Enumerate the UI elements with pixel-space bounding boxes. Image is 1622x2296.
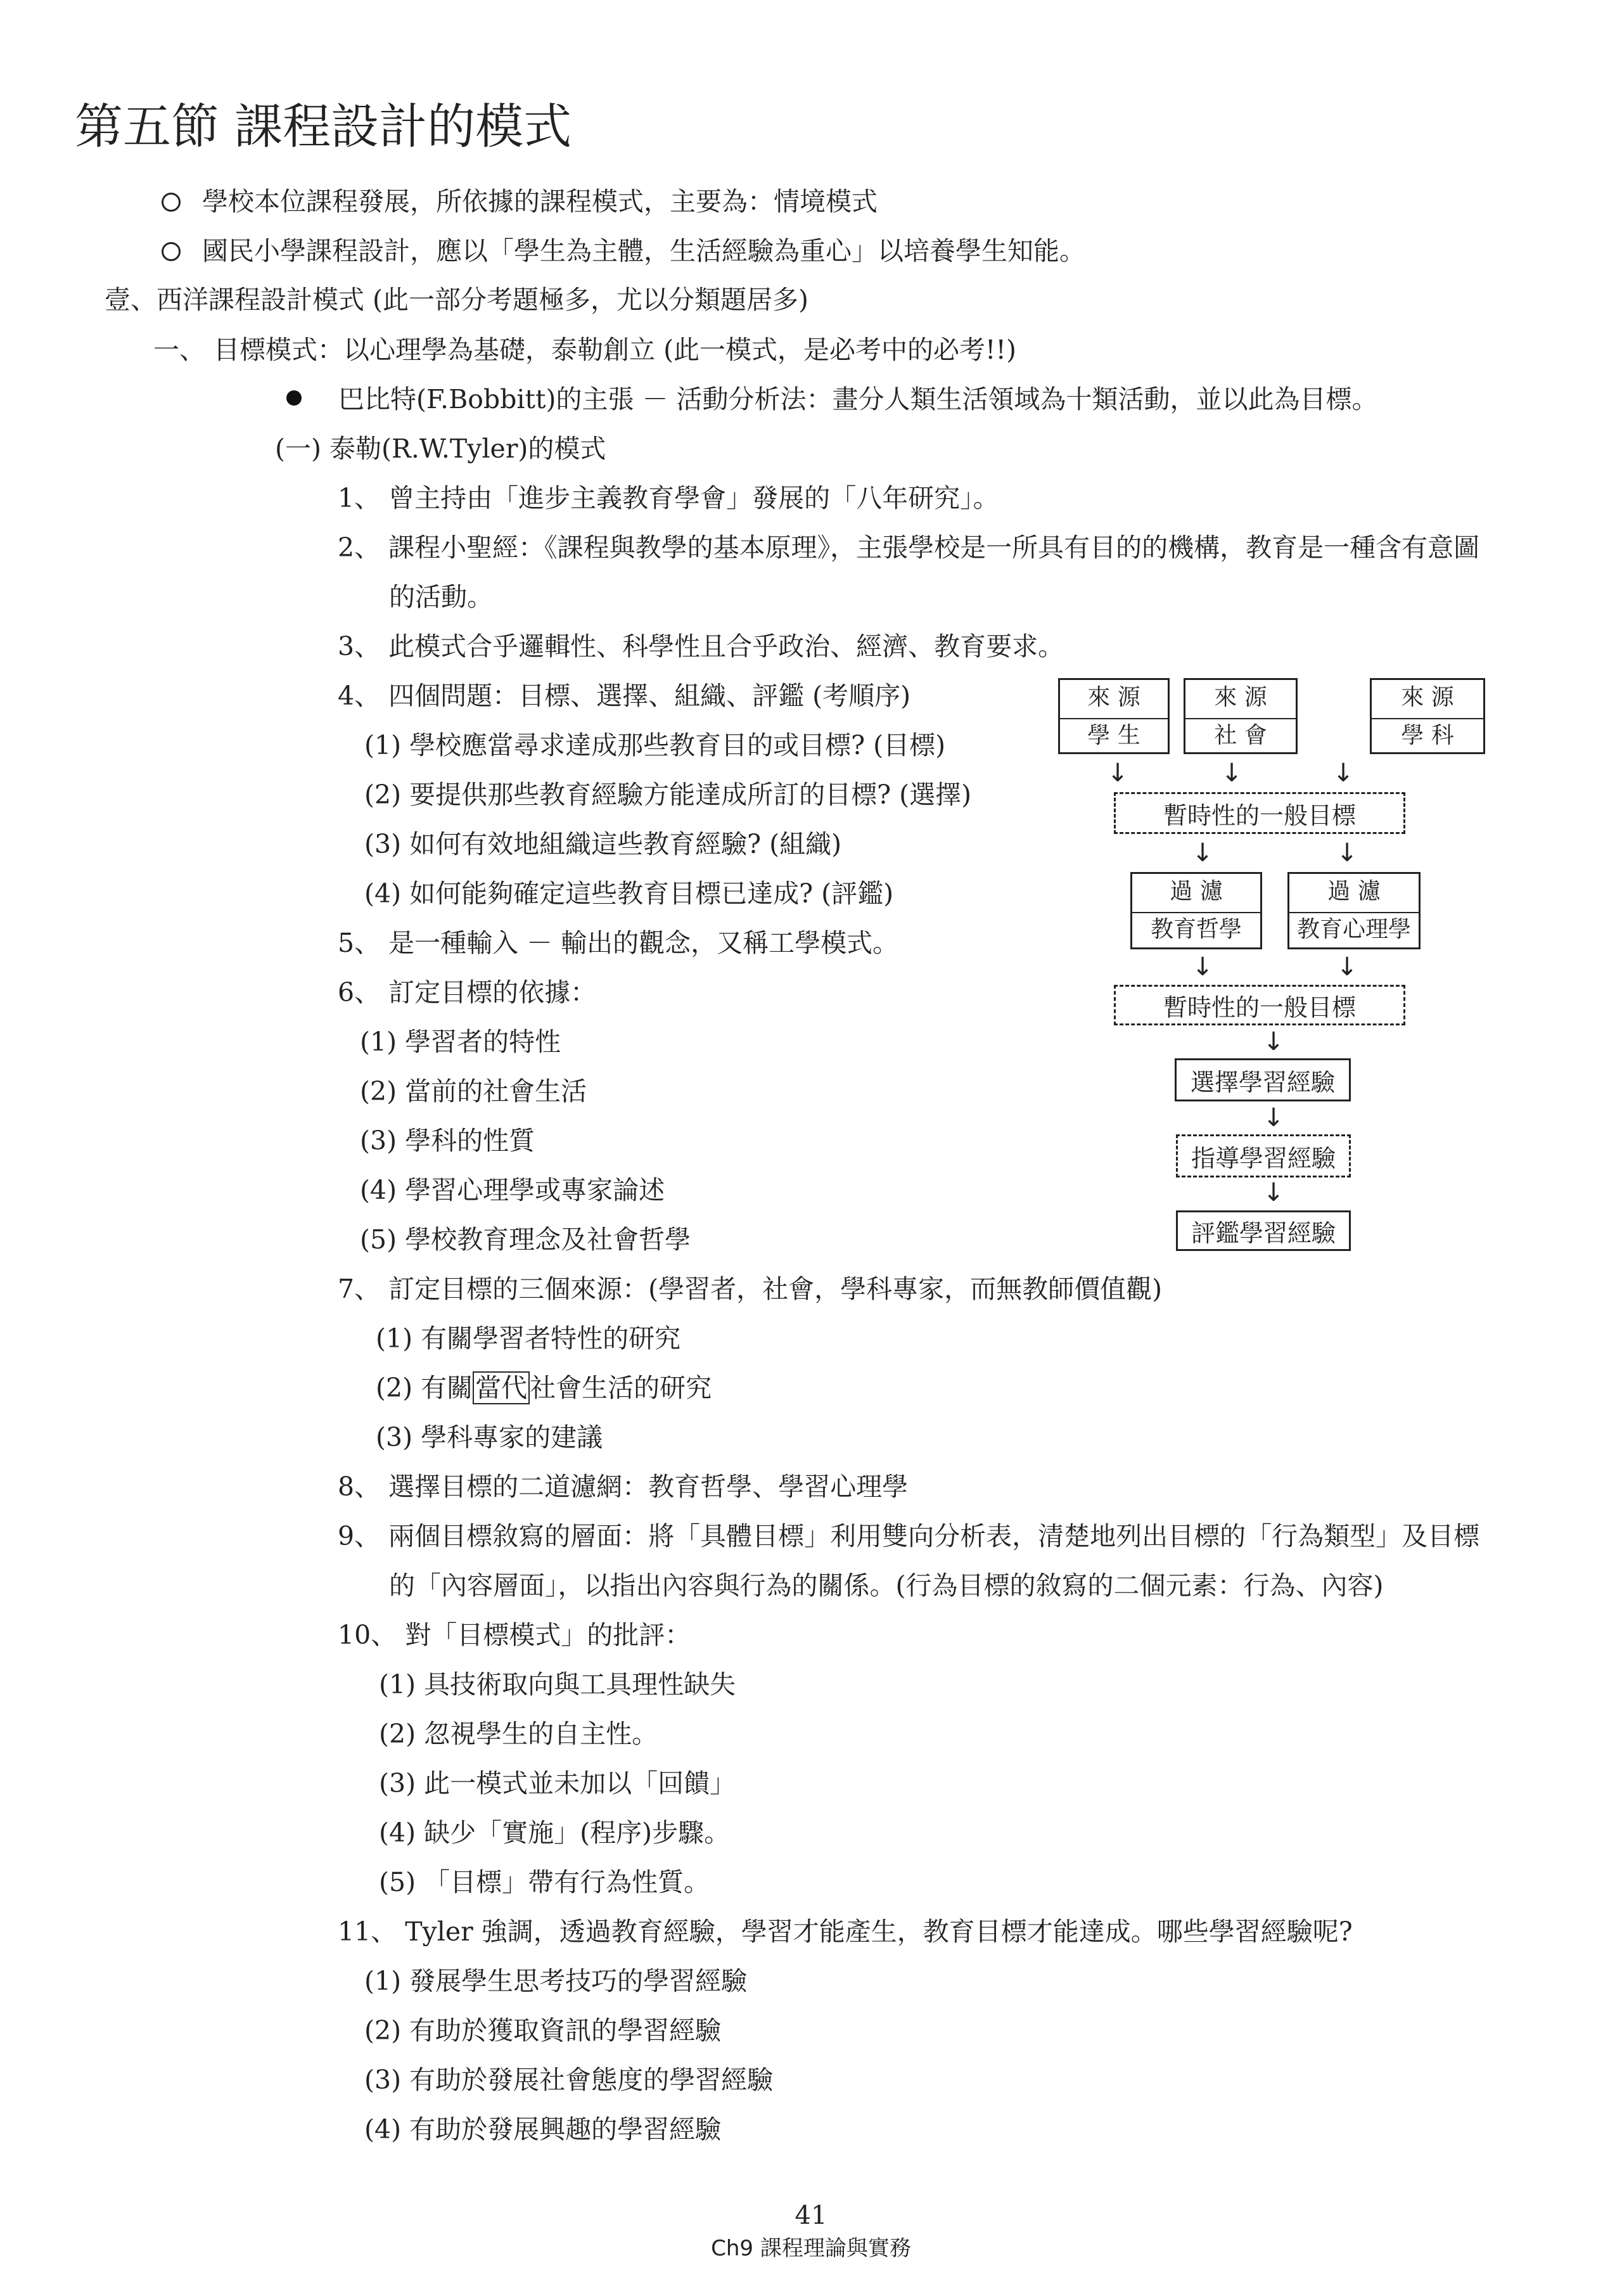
item-4-4: (4) 如何能夠確定這些教育目標已達成? (評鑑)	[364, 878, 894, 909]
item-7: 7、 訂定目標的三個來源：(學習者，社會，學科專家，而無教師價值觀)	[338, 1274, 1163, 1304]
item-10-2: (2) 忽視學生的自主性。	[379, 1719, 658, 1749]
dot-bullet-icon	[286, 390, 302, 406]
item-4-3: (3) 如何有效地組織這些教育經驗? (組織)	[364, 829, 842, 859]
item-6-1: (1) 學習者的特性	[360, 1027, 561, 1057]
chapter-footer: Ch9 課程理論與實務	[711, 2236, 911, 2261]
item-3: 3、 此模式合乎邏輯性、科學性且合乎政治、經濟、教育要求。	[338, 631, 1064, 662]
item-2-cont: 的活動。	[389, 582, 493, 612]
item-4-1: (1) 學校應當尋求達成那些教育目的或目標? (目標)	[364, 730, 946, 760]
item-10: 10、 對「目標模式」的批評：	[338, 1620, 691, 1650]
source-box-student: 來 源 學 生	[1058, 678, 1170, 754]
item-11-4: (4) 有助於發展興趣的學習經驗	[364, 2114, 722, 2145]
boxed-term: 當代	[473, 1371, 530, 1404]
item-10-4: (4) 缺少「實施」(程序)步驟。	[379, 1818, 731, 1848]
item-8: 8、 選擇目標的二道濾網：教育哲學、學習心理學	[338, 1472, 909, 1502]
down-arrow-icon: ↓	[1107, 759, 1128, 788]
bobbitt-bullet: 巴比特(F.Bobbitt)的主張 － 活動分析法：畫分人類生活領域為十類活動，並以此為目標。	[286, 383, 1378, 416]
circle-bullet-icon	[162, 193, 181, 212]
item-11: 11、 Tyler 強調，透過教育經驗，學習才能產生，教育目標才能達成。哪些學習經驗呢?	[338, 1916, 1353, 1947]
item-6-4: (4) 學習心理學或專家論述	[360, 1175, 665, 1205]
filter-box-psychology: 過 濾 教育心理學	[1287, 872, 1421, 949]
intro-bullet-2: 國民小學課程設計，應以「學生為主體，生活經驗為重心」以培養學生知能。	[162, 234, 1085, 267]
item-10-5: (5) 「目標」帶有行為性質。	[379, 1867, 710, 1897]
tentative-objectives-box-2: 暫時性的一般目標	[1114, 985, 1405, 1025]
item-7-1: (1) 有關學習者特性的研究	[376, 1323, 681, 1354]
down-arrow-icon: ↓	[1336, 952, 1358, 982]
down-arrow-icon: ↓	[1263, 1027, 1284, 1056]
item-11-3: (3) 有助於發展社會態度的學習經驗	[364, 2065, 774, 2095]
tyler-model-diagram	[1052, 665, 1495, 1267]
item-7-2: (2) 有關當代社會生活的研究	[376, 1373, 712, 1403]
item-1: 1、 曾主持由「進步主義教育學會」發展的「八年研究」。	[338, 483, 999, 513]
down-arrow-icon: ↓	[1221, 759, 1242, 788]
item-4-2: (2) 要提供那些教育經驗方能達成所訂的目標? (選擇)	[364, 779, 972, 810]
tyler-heading: (一) 泰勒(R.W.Tyler)的模式	[275, 433, 606, 464]
item-2: 2、 課程小聖經：《課程與教學的基本原理》，主張學校是一所具有目的的機構，教育是一種含有意圖	[338, 532, 1480, 563]
item-10-3: (3) 此一模式並未加以「回饋」	[379, 1768, 736, 1799]
down-arrow-icon: ↓	[1336, 838, 1358, 868]
source-box-society: 來 源 社 會	[1184, 678, 1298, 754]
guide-experience-box: 指導學習經驗	[1176, 1134, 1351, 1177]
item-11-1: (1) 發展學生思考技巧的學習經驗	[364, 1966, 748, 1996]
item-9: 9、 兩個目標敘寫的層面：將「具體目標」利用雙向分析表，清楚地列出目標的「行為類型」及目標	[338, 1521, 1480, 1551]
item-6: 6、 訂定目標的依據：	[338, 977, 597, 1008]
down-arrow-icon: ↓	[1332, 759, 1354, 788]
down-arrow-icon: ↓	[1192, 838, 1213, 868]
item-11-2: (2) 有助於獲取資訊的學習經驗	[364, 2015, 722, 2046]
item-6-2: (2) 當前的社會生活	[360, 1076, 587, 1106]
item-5: 5、 是一種輸入 － 輸出的觀念，又稱工學模式。	[338, 928, 899, 958]
item-7-3: (3) 學科專家的建議	[376, 1422, 603, 1453]
subsection-heading: 一、 目標模式：以心理學為基礎，泰勒創立 (此一模式，是必考中的必考!!)	[153, 335, 1017, 365]
item-6-3: (3) 學科的性質	[360, 1126, 535, 1156]
intro-bullet-1: 學校本位課程發展，所依據的課程模式，主要為：情境模式	[162, 185, 878, 218]
source-box-subject: 來 源 學 科	[1370, 678, 1485, 754]
down-arrow-icon: ↓	[1263, 1103, 1284, 1132]
item-10-1: (1) 具技術取向與工具理性缺失	[379, 1669, 736, 1700]
down-arrow-icon: ↓	[1192, 952, 1213, 982]
page-title: 第五節 課程設計的模式	[75, 98, 572, 155]
tentative-objectives-box-1: 暫時性的一般目標	[1114, 792, 1405, 834]
item-6-5: (5) 學校教育理念及社會哲學	[360, 1224, 691, 1255]
page-number: 41	[795, 2201, 827, 2230]
circle-bullet-icon	[162, 242, 181, 261]
down-arrow-icon: ↓	[1263, 1178, 1284, 1207]
item-4: 4、 四個問題：目標、選擇、組織、評鑑 (考順序)	[338, 681, 911, 711]
section-heading: 壹、西洋課程設計模式 (此一部分考題極多，尤以分類題居多)	[105, 285, 809, 315]
evaluate-experience-box: 評鑑學習經驗	[1176, 1210, 1351, 1251]
select-experience-box: 選擇學習經驗	[1175, 1058, 1351, 1101]
item-9-cont: 的「內容層面」，以指出內容與行為的關係。(行為目標的敘寫的二個元素：行為、內容)	[389, 1570, 1384, 1601]
filter-box-philosophy: 過 濾 教育哲學	[1130, 872, 1262, 949]
